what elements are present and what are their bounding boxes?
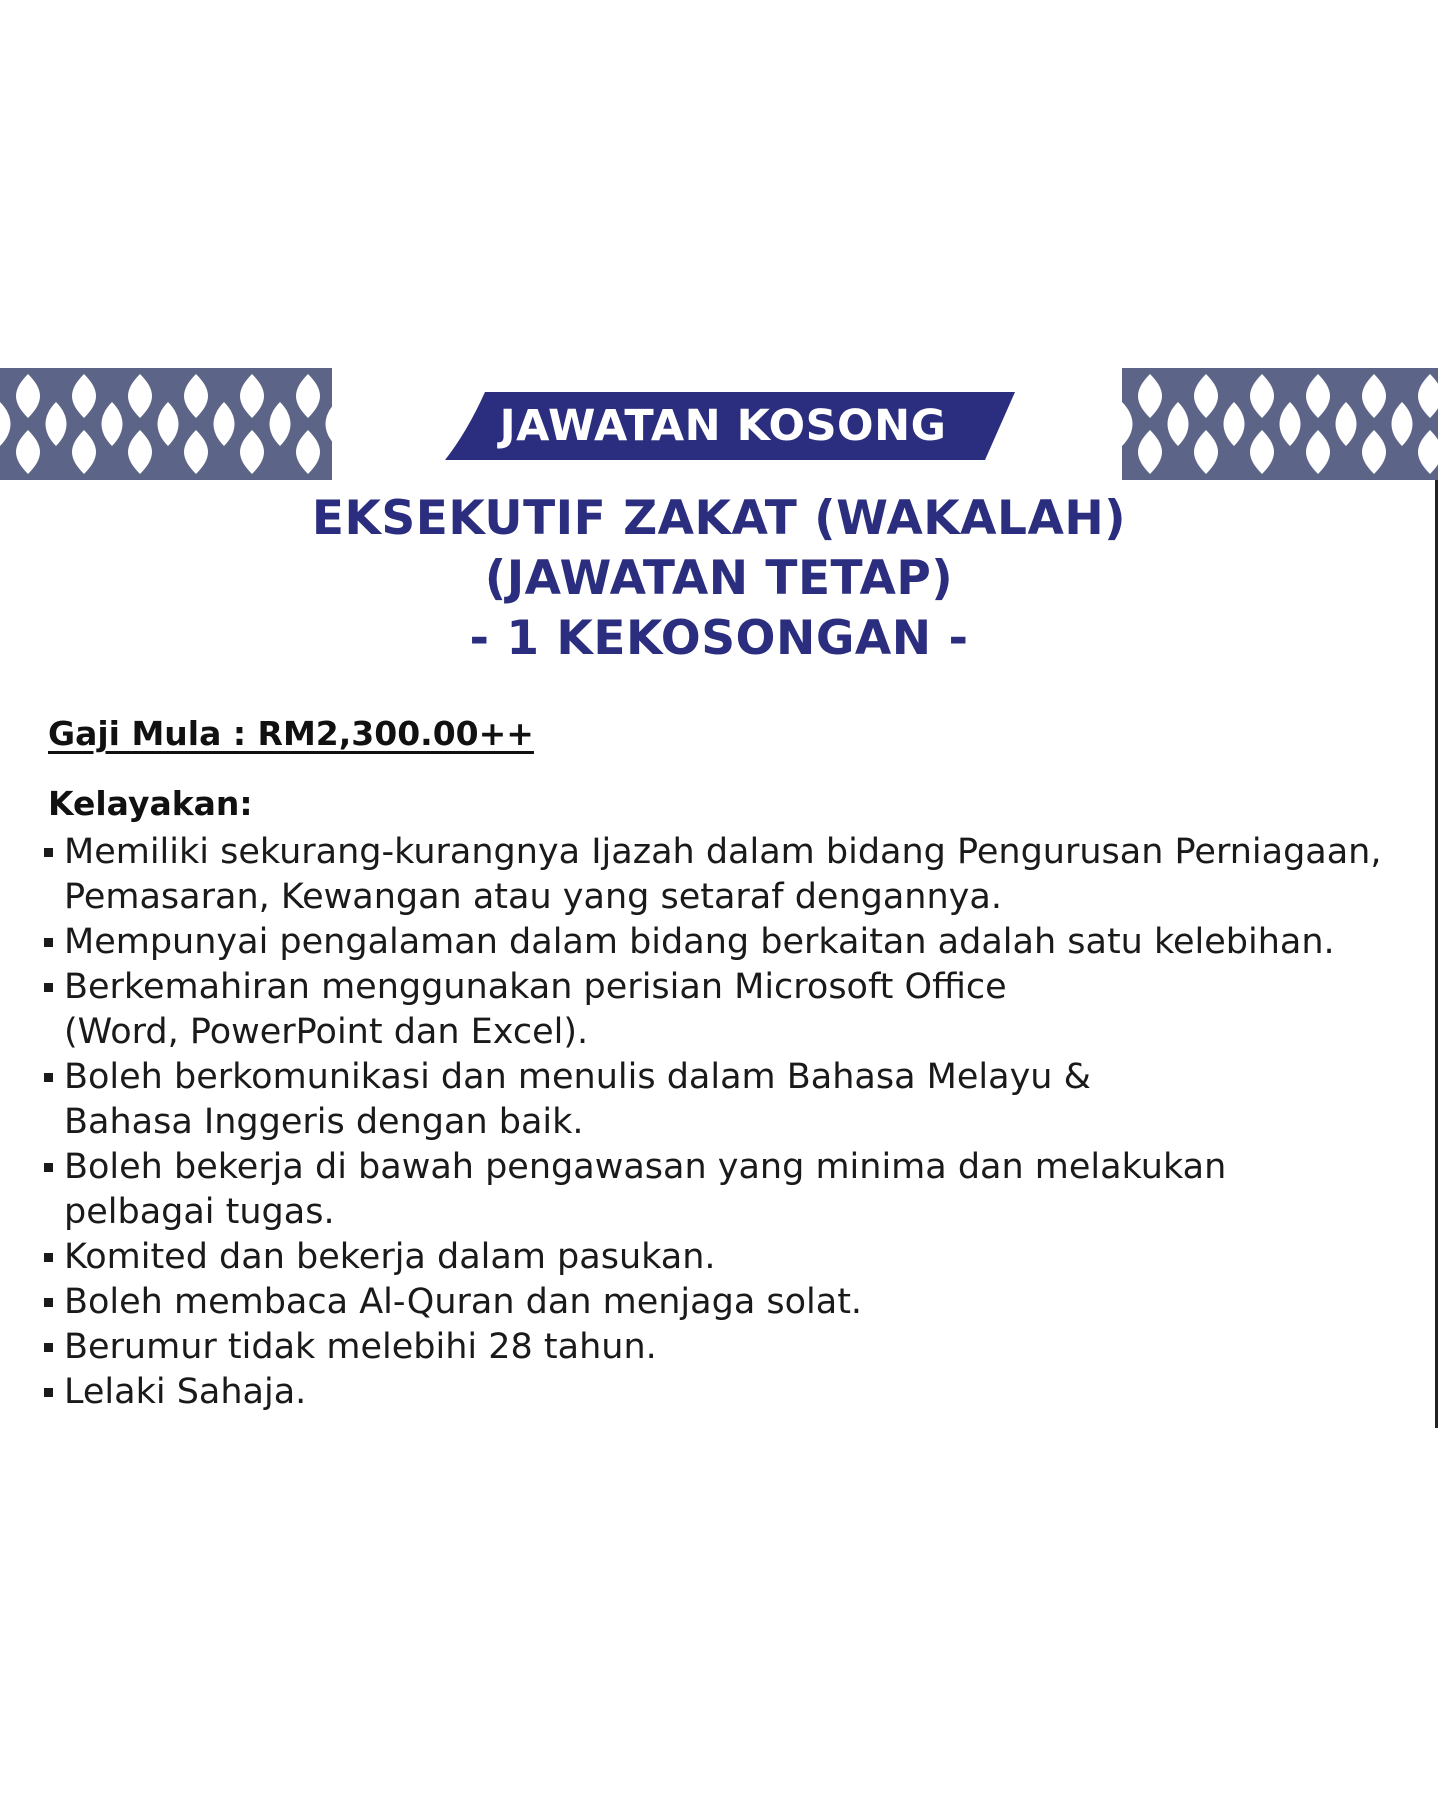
- list-item-text: pelbagai tugas.: [64, 1192, 335, 1232]
- decorative-pattern-left: [0, 368, 332, 480]
- position-title: EKSEKUTIF ZAKAT (WAKALAH): [311, 491, 1127, 546]
- list-item: [42, 920, 1432, 965]
- vacancy-count: - 1 KEKOSONGAN -: [469, 611, 969, 666]
- qualifications-list: [42, 830, 1432, 1415]
- list-item-text: Mempunyai pengalaman dalam bidang berkaitan adalah satu kelebihan.: [64, 922, 1335, 962]
- qualifications-heading: Kelayakan:: [48, 784, 253, 823]
- bullet-icon: [44, 1388, 53, 1397]
- job-poster: [0, 368, 1438, 1428]
- list-item-text: Boleh bekerja di bawah pengawasan yang minima dan melakukan: [64, 1147, 1227, 1187]
- list-item-text: Boleh berkomunikasi dan menulis dalam Bahasa Melayu &: [64, 1057, 1091, 1097]
- list-item-text: (Word, PowerPoint dan Excel).: [64, 1012, 589, 1052]
- bullet-icon: [44, 1073, 53, 1082]
- list-item-text: Lelaki Sahaja.: [64, 1372, 307, 1412]
- bullet-icon: [44, 1343, 53, 1352]
- list-item-text: Bahasa Inggeris dengan baik.: [64, 1102, 584, 1142]
- list-item-text: Berkemahiran menggunakan perisian Microsoft Office: [64, 967, 1007, 1007]
- list-item-text: Memiliki sekurang-kurangnya Ijazah dalam bidang Pengurusan Perniagaan,: [64, 832, 1382, 872]
- list-item: [42, 1280, 1432, 1325]
- list-item-text: Boleh membaca Al-Quran dan menjaga solat.: [64, 1282, 863, 1322]
- decorative-pattern-right: [1122, 368, 1438, 480]
- list-item-text: Pemasaran, Kewangan atau yang setaraf dengannya.: [64, 877, 1002, 917]
- list-item: [42, 1235, 1432, 1280]
- bullet-icon: [44, 938, 53, 947]
- starting-salary: Gaji Mula : RM2,300.00++: [48, 714, 534, 753]
- bullet-icon: [44, 1253, 53, 1262]
- vacancy-banner: [445, 392, 1015, 460]
- bullet-icon: [44, 983, 53, 992]
- bullet-icon: [44, 1163, 53, 1172]
- list-item: [42, 1370, 1432, 1415]
- list-item: [42, 1055, 1432, 1145]
- list-item: [42, 1145, 1432, 1235]
- list-item: [42, 965, 1432, 1055]
- list-item-text: Komited dan bekerja dalam pasukan.: [64, 1237, 716, 1277]
- list-item: [42, 830, 1432, 920]
- banner-label: JAWATAN KOSONG: [499, 401, 947, 451]
- position-type: (JAWATAN TETAP): [484, 551, 954, 606]
- bullet-icon: [44, 1298, 53, 1307]
- bullet-icon: [44, 848, 53, 857]
- list-item-text: Berumur tidak melebihi 28 tahun.: [64, 1327, 657, 1367]
- list-item: [42, 1325, 1432, 1370]
